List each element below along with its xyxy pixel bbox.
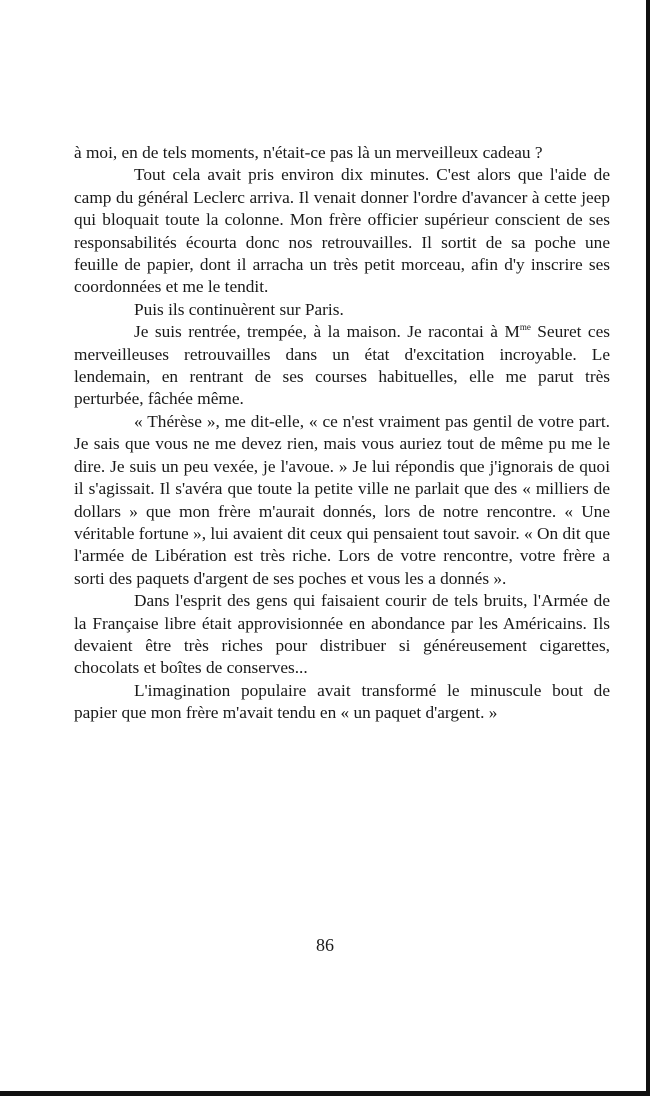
scan-border-right [646,0,650,1096]
paragraph-4 [74,321,610,411]
paragraph-7: L'imagination populaire avait transformé le minuscule bout de papier que mon frère m'avait tendu en « un paquet d'argent. » [74,680,610,723]
paragraph-3: Puis ils continuèrent sur Paris. [134,299,344,319]
paragraph-5: « Thérèse », me dit-elle, « ce n'est vraiment pas gentil de votre part. Je sais que vous ne me devez rien, mais vous auriez tout de même pu me le dire. Je suis un peu vexée, je l'avoue. » Je lui répondis que j'ignorais de quoi il s'agissait. Il s'avéra que toute la petite ville ne parlait que des « milliers de dollars » que mon frère m'aurait donnés, lors de notre rencontre. « Une véritable fortune », lui avaient dit ceux qui pensaient tout savoir. « On dit que l'armée de Libération est très riche. Lors de votre rencontre, votre frère a sorti des paquets d'argent de ses poches et vous les a donnés ». [74,411,610,588]
body-text [74,142,610,725]
paragraph-4-end: Seuret ces merveilleuses retrouvailles dans un état d'excitation incroyable. Le lendemain, en rentrant de ses courses habituelles, elle me parut très perturbée, fâchée même. [74,322,610,409]
paragraph-6: Dans l'esprit des gens qui faisaient courir de tels bruits, l'Armée de la Française libre était approvisionnée en abondance par les Américains. Ils devaient être très riches pour distribuer si généreusement cigarettes, chocolats et boîtes de conserves... [74,591,610,678]
paragraph-4-start: Je suis rentrée, trempée, à la maison. Je racontai à M [134,322,520,342]
paragraph-1: à moi, en de tels moments, n'était-ce pas là un merveilleux cadeau ? [74,143,543,162]
superscript-me: me [519,322,531,333]
page-number: 86 [316,935,334,955]
paragraph-2: Tout cela avait pris environ dix minutes. C'est alors que l'aide de camp du général Leclerc arriva. Il venait donner l'ordre d'avancer à cette jeep qui bloquait toute la colonne. Mon frère officier supérieur conscient de ses responsabilités écourta donc nos retrouvailles. Il sortit de sa poche une feuille de papier, dont il arracha un très petit morceau, afin d'y inscrire ses coordonnées et me le tendit. [74,165,610,297]
scan-border-bottom [0,1091,650,1096]
